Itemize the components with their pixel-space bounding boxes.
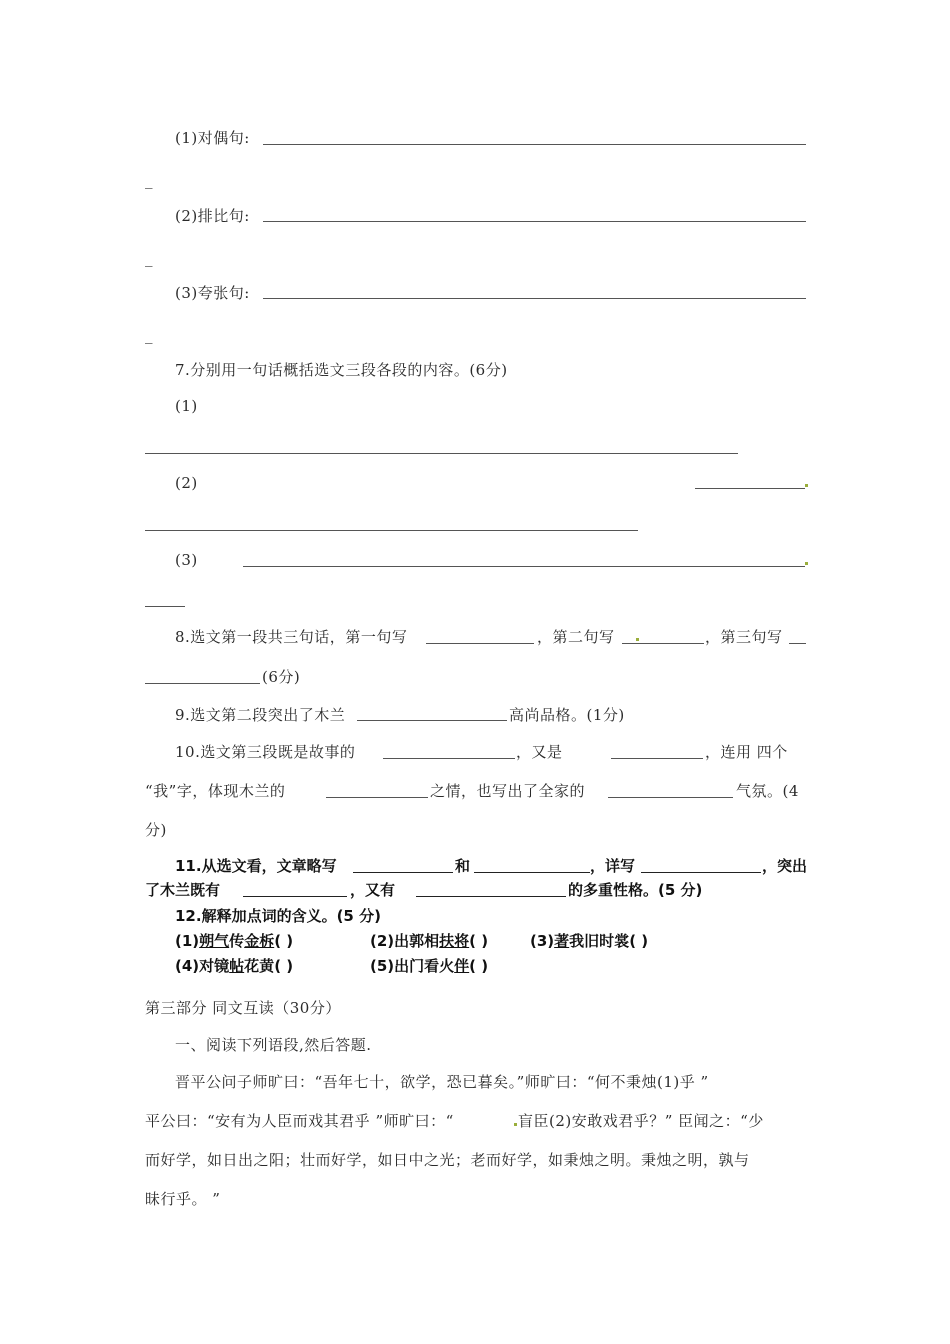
q7-item-2: (2) <box>175 474 198 492</box>
passage-line-2a: 平公曰：“安有为人臣而戏其君乎 ”师旷曰：“ <box>145 1112 454 1130</box>
q11-text-f: ，又有 <box>350 881 396 899</box>
passage-line-4: 昧行乎。 ” <box>145 1190 221 1208</box>
q6-item-1: (1)对偶句: <box>175 129 250 147</box>
q11-blank-1[interactable] <box>353 872 453 873</box>
q7-item-1: (1) <box>175 397 198 415</box>
q12-item-3: (3)著我旧时裳( ) <box>530 932 649 950</box>
q12-item-5: (5)出门看火伴( ) <box>370 957 489 975</box>
q10-blank-3[interactable] <box>326 797 428 798</box>
q6-item-2: (2)排比句: <box>175 207 250 225</box>
q8-blank-3a[interactable] <box>789 643 806 644</box>
q9-text-b: 高尚品格。(1分) <box>509 706 625 724</box>
q7-blank-2a[interactable] <box>695 488 805 489</box>
q8-blank-2[interactable] <box>622 643 704 644</box>
q10-text-c: ，连用 四个 <box>705 743 788 761</box>
part3-title: 第三部分 同文互读（30分） <box>145 999 341 1017</box>
q11-blank-3[interactable] <box>641 872 761 873</box>
q6-dash-3: _ <box>145 326 153 344</box>
q9-blank[interactable] <box>357 720 507 721</box>
part3-section-1: 一、阅读下列语段,然后答题. <box>175 1036 372 1054</box>
passage-line-1: 晋平公问子师旷曰：“吾年七十，欲学，恐已暮矣。”师旷曰：“何不秉烛(1)乎 ” <box>175 1073 709 1091</box>
q12-item-4: (4)对镜帖花黄( ) <box>175 957 294 975</box>
passage-line-2b: 盲臣(2)安敢戏君乎？” 臣闻之：“少 <box>518 1112 764 1130</box>
q10-text-b: ，又是 <box>516 743 563 761</box>
q11-text-b: 和 <box>455 857 471 875</box>
q8-text-b: ，第二句写 <box>537 628 615 646</box>
q10-blank-1[interactable] <box>383 758 515 759</box>
q10-text-e: 之情，也写出了全家的 <box>430 782 586 800</box>
mark-dot <box>805 562 808 565</box>
q7-title: 7.分别用一句话概括选文三段各段的内容。(6分) <box>175 361 508 379</box>
q8-blank-3b[interactable] <box>145 683 260 684</box>
q10-text-a: 10.选文第三段既是故事的 <box>175 743 356 761</box>
q11-blank-5[interactable] <box>416 896 566 897</box>
q6-blank-3[interactable] <box>263 298 806 299</box>
q10-text-g: 分) <box>145 821 167 839</box>
q7-blank-1[interactable] <box>145 453 738 454</box>
q6-dash-2: _ <box>145 249 153 267</box>
q11-text-e: 了木兰既有 <box>145 881 221 899</box>
q11-text-d: ，突出 <box>762 857 808 875</box>
q8-text-a: 8.选文第一段共三句话，第一句写 <box>175 628 408 646</box>
q11-blank-2[interactable] <box>474 872 590 873</box>
q7-blank-2b[interactable] <box>145 530 638 531</box>
q7-item-3: (3) <box>175 551 198 569</box>
q7-blank-3a[interactable] <box>243 566 805 567</box>
q8-text-c: ，第三句写 <box>705 628 783 646</box>
q11-blank-4[interactable] <box>243 896 347 897</box>
q11-text-a: 11.从选文看，文章略写 <box>175 857 337 875</box>
q10-blank-4[interactable] <box>608 797 733 798</box>
q7-blank-3b[interactable] <box>145 606 185 607</box>
mark-dot <box>805 484 808 487</box>
q6-blank-1[interactable] <box>263 144 806 145</box>
q10-text-f: 气氛。(4 <box>736 782 799 800</box>
q6-dash-1: _ <box>145 171 153 189</box>
q9-text-a: 9.选文第二段突出了木兰 <box>175 706 346 724</box>
q8-score: (6分) <box>262 668 301 686</box>
mark-dot <box>636 638 639 641</box>
passage-line-3: 而好学，如日出之阳；壮而好学，如日中之光；老而好学，如秉烛之明。秉烛之明，孰与 <box>145 1151 750 1169</box>
q12-item-2: (2)出郭相扶将( ) <box>370 932 489 950</box>
q8-blank-1[interactable] <box>426 643 534 644</box>
q11-text-g: 的多重性格。(5 分) <box>568 881 703 899</box>
q10-text-d: “我”字，体现木兰的 <box>145 782 286 800</box>
q6-blank-2[interactable] <box>263 221 806 222</box>
mark-dot <box>514 1123 517 1126</box>
q12-title: 12.解释加点词的含义。(5 分) <box>175 907 381 925</box>
q10-blank-2[interactable] <box>611 758 703 759</box>
q6-item-3: (3)夸张句: <box>175 284 250 302</box>
q12-item-1: (1)朔气传金柝( ) <box>175 932 294 950</box>
q11-text-c: ，详写 <box>590 857 636 875</box>
